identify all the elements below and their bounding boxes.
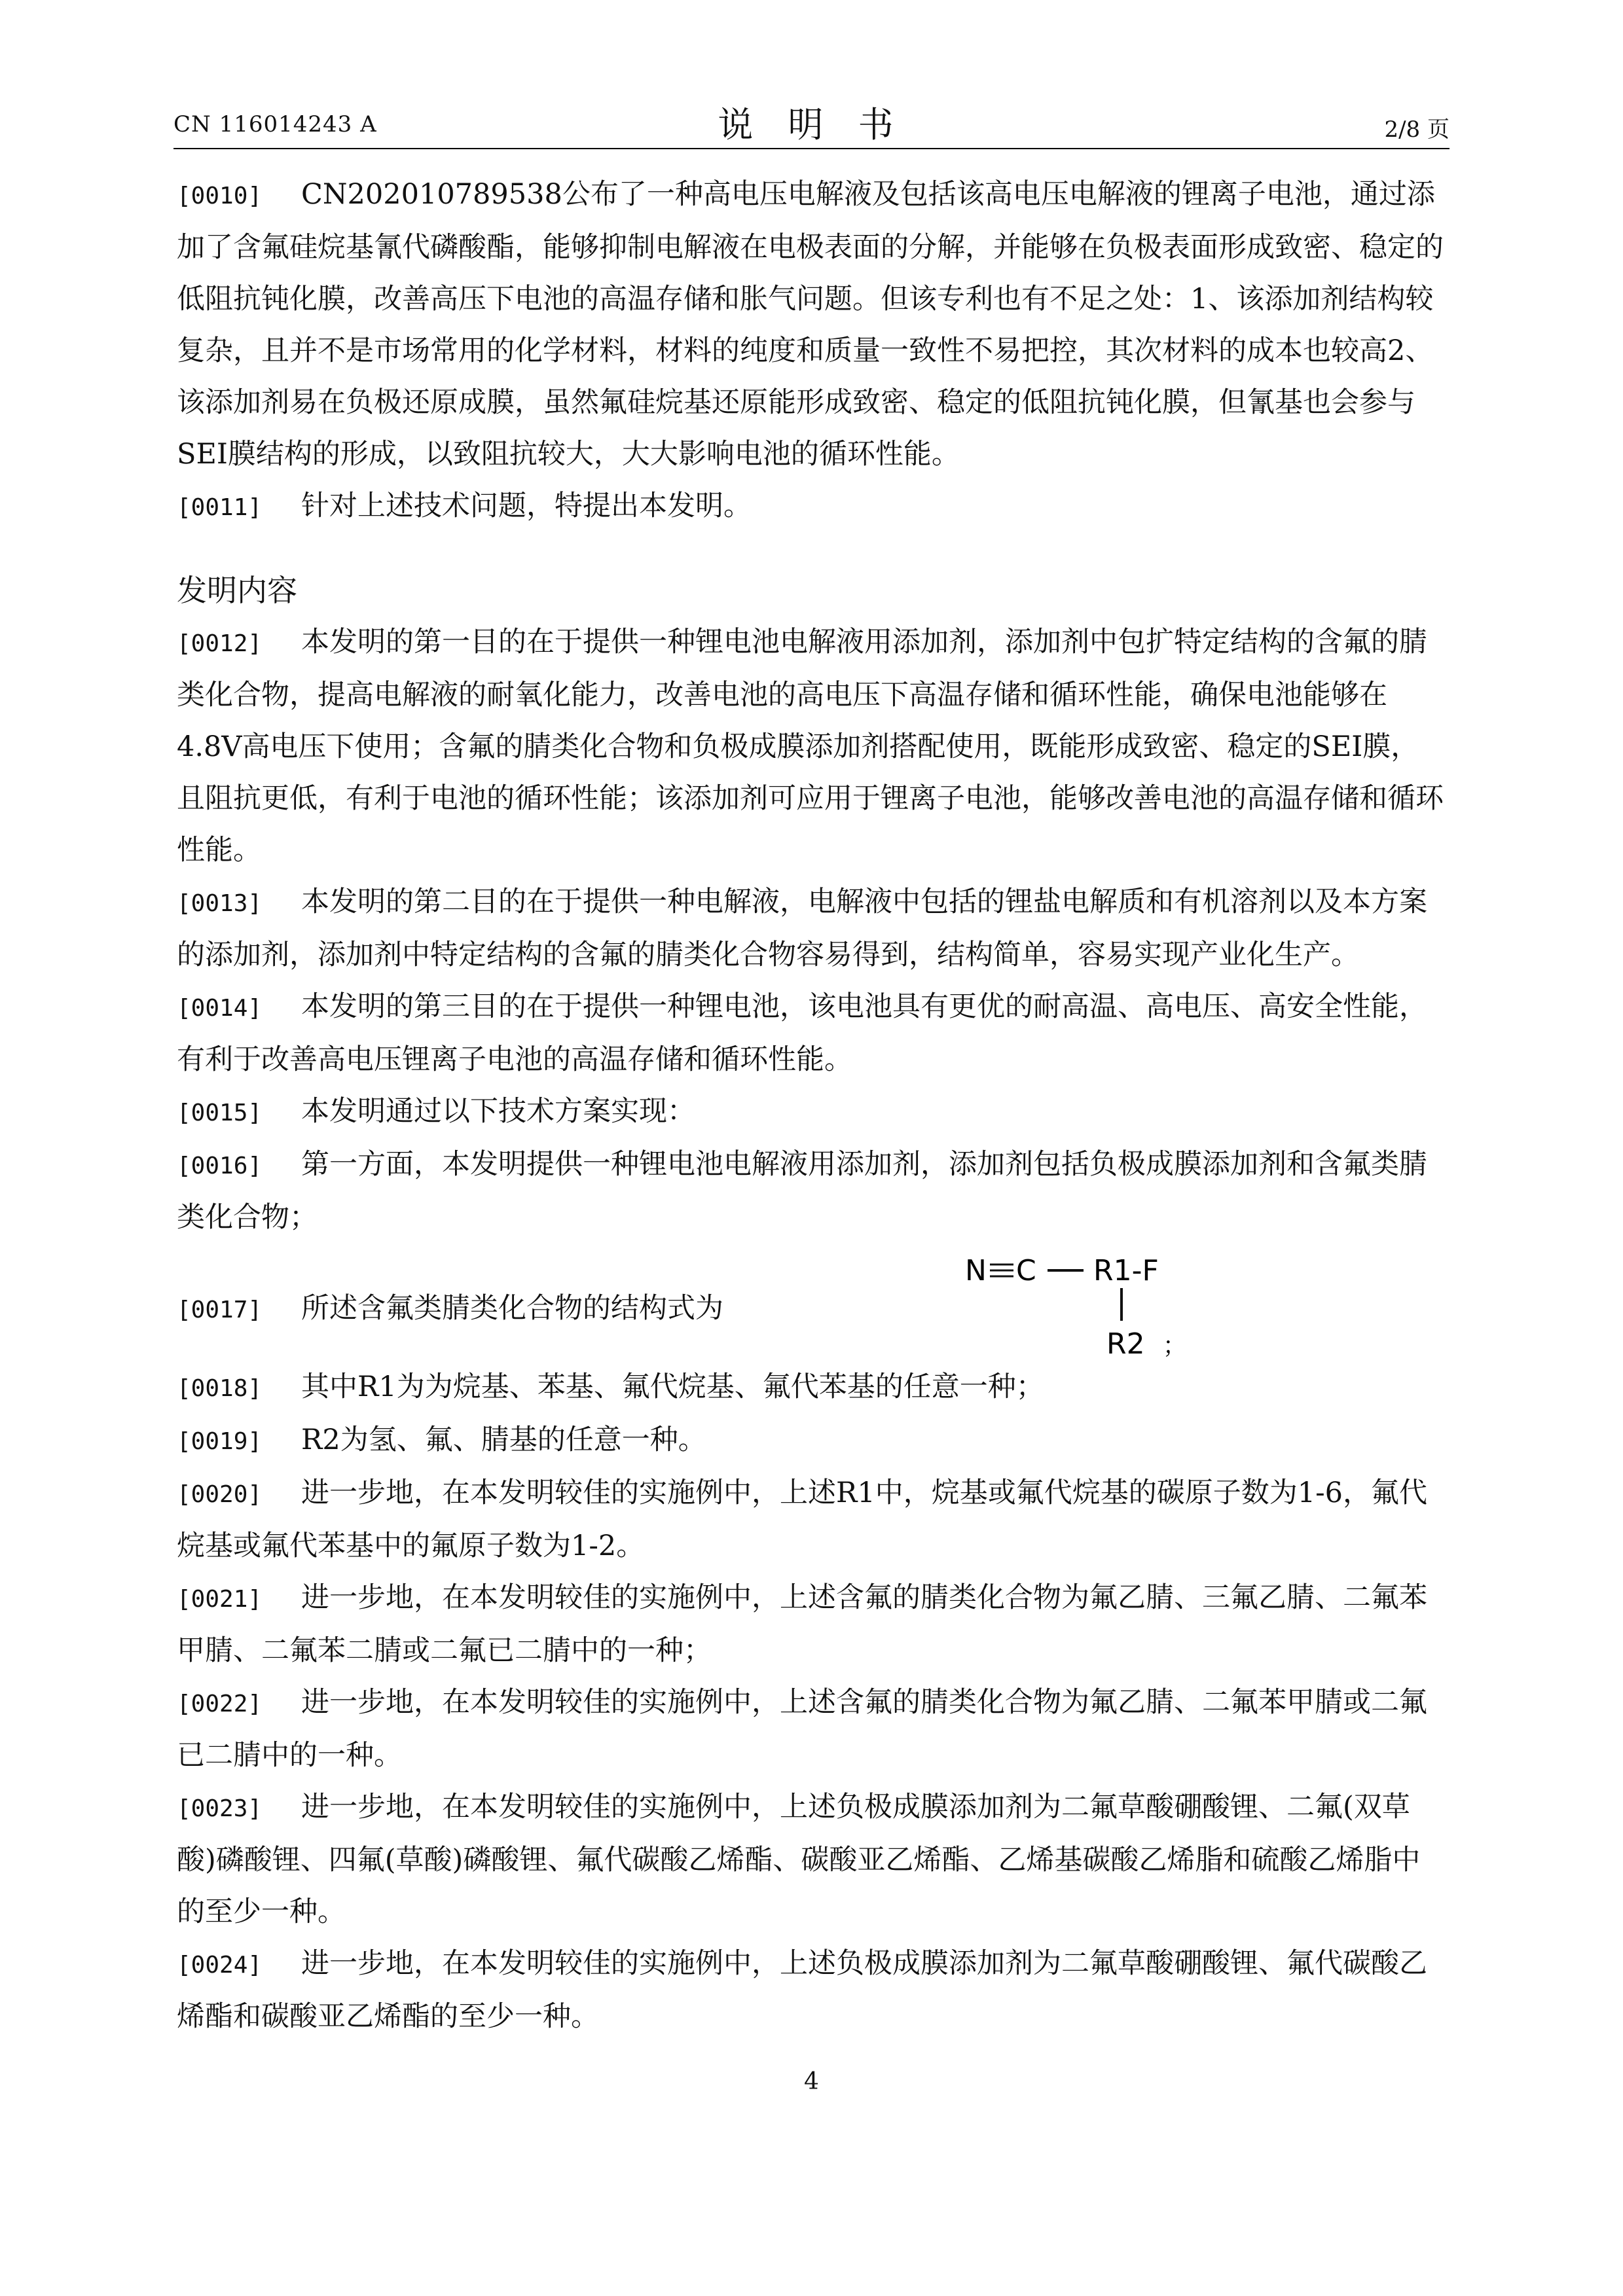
paragraph-0014	[177, 981, 1445, 1086]
formula-r1f: R1-F	[1093, 1254, 1159, 1287]
paragraph-text: 进一步地，在本发明较佳的实施例中，上述R1中，烷基或氟代烷基的碳原子数为1-6，氟代烷基或氟代苯基中的氟原子数为1-2。	[177, 1477, 1427, 1562]
paragraph-number: [0010]	[177, 183, 263, 209]
paragraph-number: [0023]	[177, 1795, 263, 1822]
paragraph-text: R2为氢、氟、腈基的任意一种。	[301, 1424, 706, 1456]
document-title: 说 明 书	[718, 104, 905, 145]
paragraph-number: [0014]	[177, 995, 263, 1022]
paragraph-0012	[177, 617, 1445, 876]
paragraph-0017	[177, 1244, 1445, 1361]
paragraph-0019	[177, 1414, 1445, 1467]
paragraph-number: [0016]	[177, 1153, 263, 1179]
publication-number: CN 116014243 A	[173, 111, 377, 137]
paragraph-0015	[177, 1086, 1445, 1139]
formula-nitrogen: N	[965, 1254, 987, 1287]
paragraph-text: 进一步地，在本发明较佳的实施例中，上述含氟的腈类化合物为氟乙腈、三氟乙腈、二氟苯甲腈、二氟苯二腈或二氟已二腈中的一种；	[177, 1581, 1427, 1667]
header-rule	[173, 148, 1450, 149]
paragraph-text: 针对上述技术问题，特提出本发明。	[301, 490, 752, 522]
paragraph-text: 所述含氟类腈类化合物的结构式为	[301, 1292, 723, 1325]
paragraph-0021	[177, 1572, 1445, 1677]
section-heading: 发明内容	[177, 573, 297, 608]
paragraph-number: [0018]	[177, 1375, 263, 1402]
paragraph-number: [0012]	[177, 630, 263, 657]
paragraph-number: [0011]	[177, 494, 263, 521]
document-body	[177, 169, 1445, 2043]
paragraph-0023	[177, 1782, 1445, 1938]
paragraph-text: 本发明通过以下技术方案实现：	[301, 1095, 695, 1128]
paragraph-number: [0024]	[177, 1952, 263, 1979]
paragraph-number: [0019]	[177, 1428, 263, 1455]
paragraph-number: [0021]	[177, 1586, 263, 1613]
paragraph-0022	[177, 1677, 1445, 1782]
page-header	[173, 97, 1450, 149]
page-indicator: 2/8 页	[1384, 117, 1450, 143]
paragraph-number: [0020]	[177, 1481, 263, 1508]
paragraph-text: 本发明的第一目的在于提供一种锂电池电解液用添加剂，添加剂中包扩特定结构的含氟的腈类化合物，提高电解液的耐氧化能力，改善电池的高电压下高温存储和循环性能，确保电池能够在4.8V高电压下使用；含氟的腈类化合物和负极成膜添加剂搭配使用，既能形成致密、稳定的SEI膜，且阻抗更低，有利于电池的循环性能；该添加剂可应用于锂离子电池，能够改善电池的高温存储和循环性能。	[177, 626, 1444, 867]
paragraph-text: CN202010789538公布了一种高电压电解液及包括该高电压电解液的锂离子电池，通过添加了含氟硅烷基氰代磷酸酯，能够抑制电解液在电极表面的分解，并能够在负极表面形成致密、稳定的低阻抗钝化膜，改善高压下电池的高温存储和胀气问题。但该专利也有不足之处：1、该添加剂结构较复杂，且并不是市场常用的化学材料，材料的纯度和质量一致性不易把控，其次材料的成本也较高2、该添加剂易在负极还原成膜，虽然氟硅烷基还原能形成致密、稳定的低阻抗钝化膜，但氰基也会参与SEI膜结构的形成，以致阻抗较大，大大影响电池的循环性能。	[177, 178, 1444, 471]
formula-r2: R2	[1106, 1327, 1145, 1361]
paragraph-number: [0015]	[177, 1100, 263, 1126]
paragraph-0024	[177, 1938, 1445, 2043]
paragraph-number: [0017]	[177, 1297, 263, 1323]
paragraph-0011	[177, 480, 1445, 533]
formula-semicolon: ；	[1163, 1333, 1187, 1359]
paragraph-text: 进一步地，在本发明较佳的实施例中，上述含氟的腈类化合物为氟乙腈、二氟苯甲腈或二氟已二腈中的一种。	[177, 1686, 1427, 1772]
paragraph-number: [0013]	[177, 890, 263, 917]
paragraph-0010	[177, 169, 1445, 480]
paragraph-text: 进一步地，在本发明较佳的实施例中，上述负极成膜添加剂为二氟草酸硼酸锂、氟代碳酸乙烯酯和碳酸亚乙烯酯的至少一种。	[177, 1947, 1427, 2033]
paragraph-0018	[177, 1361, 1445, 1414]
paragraph-text: 进一步地，在本发明较佳的实施例中，上述负极成膜添加剂为二氟草酸硼酸锂、二氟(双草酸)磷酸锂、四氟(草酸)磷酸锂、氟代碳酸乙烯酯、碳酸亚乙烯酯、乙烯基碳酸乙烯脂和硫酸乙烯脂中的至少一种。	[177, 1791, 1421, 1928]
paragraph-text: 其中R1为为烷基、苯基、氟代烷基、氟代苯基的任意一种；	[301, 1371, 1044, 1403]
paragraph-text: 本发明的第二目的在于提供一种电解液，电解液中包括的锂盐电解质和有机溶剂以及本方案的添加剂，添加剂中特定结构的含氟的腈类化合物容易得到，结构简单，容易实现产业化生产。	[177, 886, 1427, 971]
paragraph-0013	[177, 876, 1445, 981]
page-number: 4	[804, 2068, 819, 2095]
paragraph-0016	[177, 1139, 1445, 1244]
structural-formula	[962, 1244, 1211, 1361]
paragraph-number: [0022]	[177, 1691, 263, 1717]
paragraph-text: 本发明的第三目的在于提供一种锂电池，该电池具有更优的耐高温、高电压、高安全性能，有利于改善高电压锂离子电池的高温存储和循环性能。	[177, 990, 1427, 1076]
formula-carbon: C	[1016, 1254, 1036, 1287]
paragraph-text: 第一方面，本发明提供一种锂电池电解液用添加剂，添加剂包括负极成膜添加剂和含氟类腈类化合物；	[177, 1148, 1427, 1234]
paragraph-0020	[177, 1467, 1445, 1572]
